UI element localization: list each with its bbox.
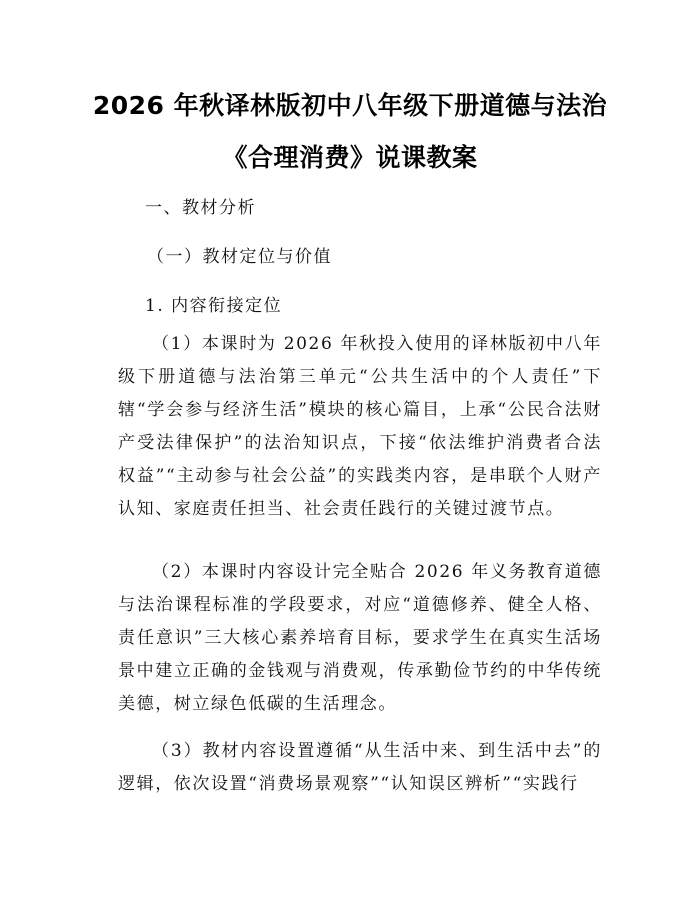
paragraph-2: （2）本课时内容设计完全贴合 2026 年义务教育道德与法治课程标准的学段要求，对应“道德修养、健全人格、责任意识”三大核心素养培育目标，要求学生在真实生活场景中建立正确的金钱观与消费观，传承勤俭节约的中华传统美德，树立绿色低碳的生活理念。 bbox=[118, 562, 602, 714]
paragraph-1: （1）本课时为 2026 年秋投入使用的译林版初中八年级下册道德与法治第三单元“公共生活中的个人责任”下辖“学会参与经济生活”模块的核心篇目，上承“公民合法财产受法律保护”的法治知识点，下接“依法维护消费者合法权益”“主动参与社会公益”的实践类内容，是串联个人财产认知、家庭责任担当、社会责任践行的关键过渡节点。 bbox=[118, 334, 602, 519]
section-heading: 一、教材分析 bbox=[145, 198, 256, 218]
item-heading: 1. 内容衔接定位 bbox=[145, 296, 283, 316]
paragraph-3: （3）教材内容设置遵循“从生活中来、到生活中去”的逻辑，依次设置“消费场景观察”“认知误区辨析”“实践行 bbox=[118, 741, 602, 794]
document-title-line-2: 《合理消费》说课教案 bbox=[222, 143, 478, 172]
document-title-line-1: 2026 年秋译林版初中八年级下册道德与法治 bbox=[92, 91, 608, 120]
subsection-heading: （一）教材定位与价值 bbox=[147, 247, 332, 267]
